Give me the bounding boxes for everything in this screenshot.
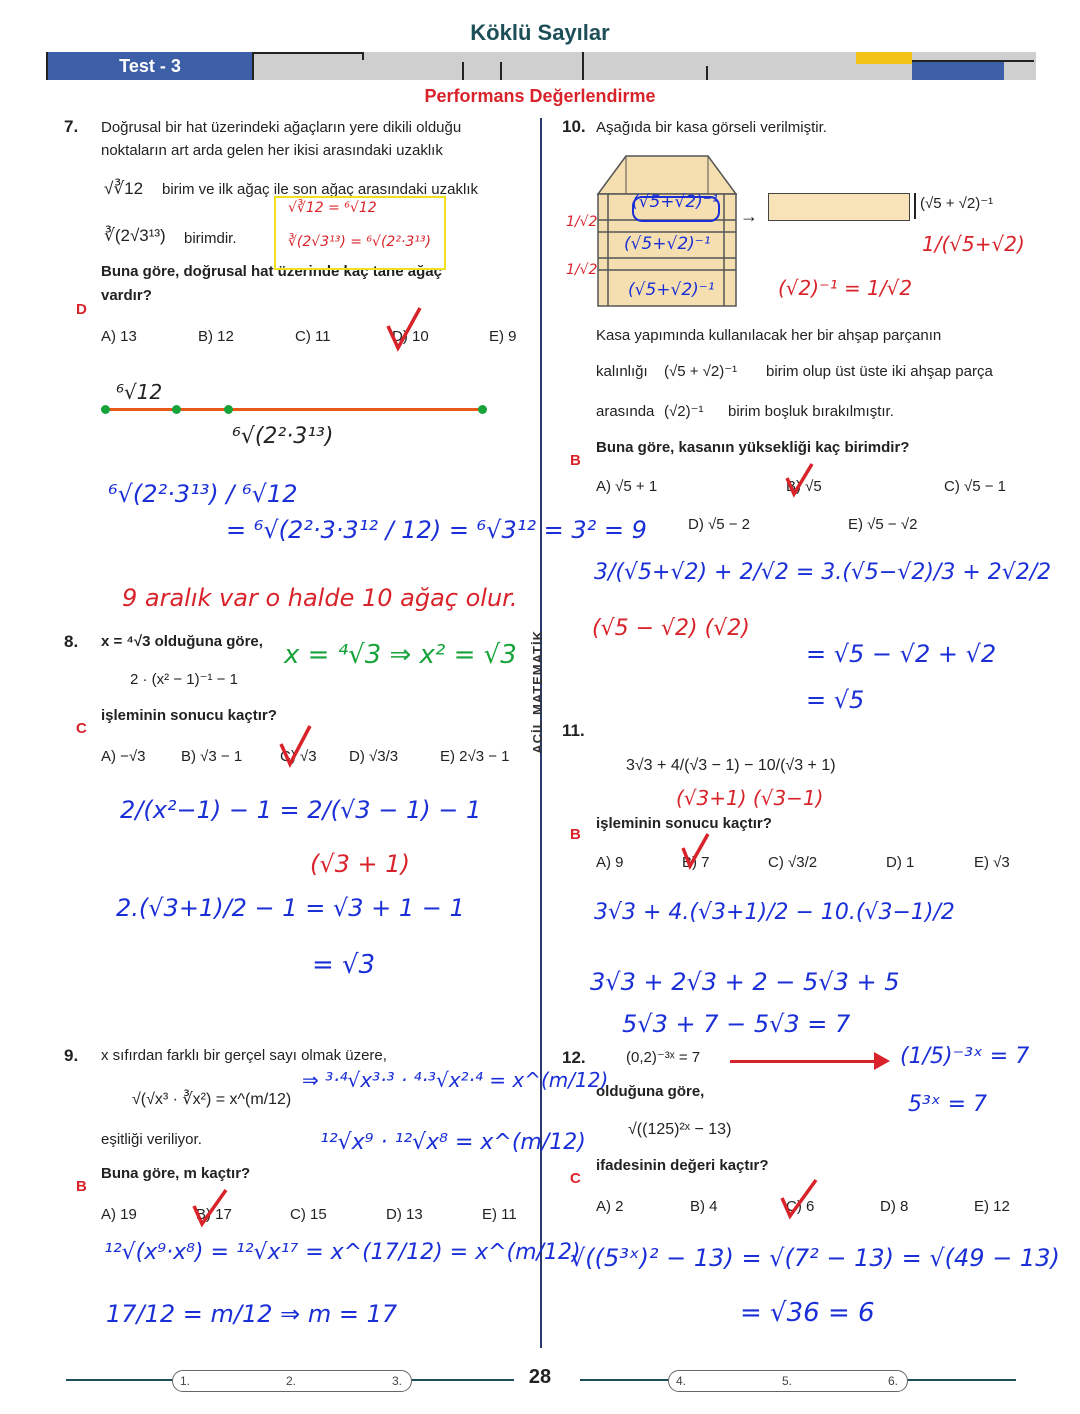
question-number: 9. bbox=[64, 1046, 79, 1065]
q10-text-2c: birim olup üst üste iki ahşap parça bbox=[766, 363, 993, 380]
q12-expression: √((125)²ˣ − 13) bbox=[628, 1121, 732, 1138]
page-number: 28 bbox=[528, 1366, 552, 1388]
q7-text-line1: Doğrusal bir hat üzerindeki ağaçların yere dikili olduğu bbox=[101, 119, 462, 136]
header-accent-yellow bbox=[856, 52, 912, 64]
option-e[interactable]: E) 9 bbox=[489, 328, 517, 345]
option-e[interactable]: E) 11 bbox=[482, 1206, 517, 1223]
note-line-2: ∛(2√3¹³) = ⁶√(2²·3¹³) bbox=[288, 234, 431, 250]
q10-text-3c: birim boşluk bırakılmıştır. bbox=[728, 403, 894, 420]
footer-item: 6. bbox=[888, 1374, 899, 1388]
checkmark-icon bbox=[680, 830, 712, 870]
q8-question: işleminin sonucu kaçtır? bbox=[101, 707, 277, 724]
q12-condition: (0,2)⁻³ˣ = 7 bbox=[626, 1049, 701, 1066]
option-d[interactable]: D) √3/3 bbox=[349, 748, 399, 765]
q10-text-2a: kalınlığı bbox=[596, 363, 648, 380]
tree-dot bbox=[172, 405, 181, 414]
hw-q7-calc-1: ⁶√(2²·3¹³) / ⁶√12 bbox=[108, 480, 298, 508]
tree-dot bbox=[101, 405, 110, 414]
header-divider bbox=[912, 60, 1034, 62]
q9-given: eşitliği veriliyor. bbox=[101, 1131, 202, 1148]
option-b[interactable]: B) 7 bbox=[682, 854, 710, 871]
arrow-line bbox=[730, 1060, 882, 1063]
hw-q7-calc-2: = ⁶√(2²·3·3¹² / 12) = ⁶√3¹² = 3² = 9 bbox=[226, 516, 647, 544]
footer-item: 3. bbox=[392, 1374, 403, 1388]
q7-answer-key: D bbox=[76, 301, 87, 318]
hw-plank-1: (√5+√2)⁻¹ bbox=[632, 192, 719, 212]
tree-line bbox=[104, 408, 484, 411]
option-b[interactable]: B) √3 − 1 bbox=[181, 748, 243, 765]
plank-thickness-label: (√5 + √2)⁻¹ bbox=[920, 195, 994, 212]
option-d[interactable]: D) √5 − 2 bbox=[688, 516, 751, 533]
option-b[interactable]: B) 12 bbox=[198, 328, 234, 345]
hw-q7-result: 9 aralık var o halde 10 ağaç olur. bbox=[122, 584, 518, 612]
question-number: 7. bbox=[64, 117, 79, 136]
option-a[interactable]: A) √5 + 1 bbox=[596, 478, 658, 495]
q10-text-3b: (√2)⁻¹ bbox=[664, 403, 704, 420]
header-divider bbox=[46, 52, 48, 80]
checkmark-icon bbox=[278, 722, 314, 768]
q10-question: Buna göre, kasanın yüksekliği kaç birimdir? bbox=[596, 439, 910, 456]
q10-intro: Aşağıda bir kasa görseli verilmiştir. bbox=[596, 119, 827, 136]
hw-q10-conjugates: (√5 − √2) (√2) bbox=[592, 616, 750, 641]
checkmark-icon bbox=[190, 1186, 230, 1228]
option-c[interactable]: C) 6 bbox=[786, 1198, 815, 1215]
q11-question: işleminin sonucu kaçtır? bbox=[596, 815, 772, 832]
footer-item: 4. bbox=[676, 1374, 687, 1388]
hw-q11-conjugates: (√3+1) (√3−1) bbox=[676, 786, 824, 810]
hw-total-distance: ⁶√(2²·3¹³) bbox=[232, 424, 334, 449]
q9-expression: √(√x³ · ∛x²) = x^(m/12) bbox=[132, 1091, 292, 1108]
option-a[interactable]: A) 13 bbox=[101, 328, 137, 345]
hw-reciprocal-2: (√2)⁻¹ = 1/√2 bbox=[778, 276, 913, 300]
option-c[interactable]: C) 11 bbox=[295, 328, 331, 345]
hw-q8-cond: x = ⁴√3 ⇒ x² = √3 bbox=[284, 640, 517, 670]
q10-text-1: Kasa yapımında kullanılacak her bir ahşap parçanın bbox=[596, 327, 942, 344]
option-c[interactable]: C) √5 − 1 bbox=[944, 478, 1007, 495]
q10-answer-key: B bbox=[570, 452, 581, 469]
option-d[interactable]: D) 13 bbox=[386, 1206, 423, 1223]
option-b[interactable]: B) 4 bbox=[690, 1198, 718, 1215]
q8-answer-key: C bbox=[76, 720, 87, 737]
q11-answer-key: B bbox=[570, 826, 581, 843]
hw-q11-step-3: 5√3 + 7 − 5√3 = 7 bbox=[622, 1010, 851, 1038]
hw-q8-step-2: 2.(√3+1)/2 − 1 = √3 + 1 − 1 bbox=[116, 894, 465, 922]
q11-expression: 3√3 + 4/(√3 − 1) − 10/(√3 + 1) bbox=[626, 757, 836, 774]
footer-item: 1. bbox=[180, 1374, 191, 1388]
option-c[interactable]: C) √3 bbox=[280, 748, 317, 765]
q7-expression-2: ∛(2√3¹³) bbox=[104, 226, 166, 245]
hw-segment-label: ⁶√12 bbox=[116, 380, 163, 404]
checkmark-icon bbox=[384, 304, 424, 352]
option-a[interactable]: A) −√3 bbox=[101, 748, 146, 765]
thickness-marker bbox=[914, 193, 916, 219]
hw-q9-step-3: ¹²√(x⁹·x⁸) = ¹²√x¹⁷ = x^(17/12) = x^(m/12) bbox=[104, 1240, 581, 1265]
hw-q11-step-1: 3√3 + 4.(√3+1)/2 − 10.(√3−1)/2 bbox=[594, 900, 955, 925]
q10-text-3a: arasında bbox=[596, 403, 655, 420]
hw-q10-calc-2: = √5 − √2 + √2 bbox=[806, 640, 997, 668]
arrow-icon: → bbox=[740, 206, 758, 226]
side-brand-text: ACİL MATEMATİK bbox=[530, 630, 545, 754]
q7-expression-1: √∛12 bbox=[104, 179, 144, 198]
option-a[interactable]: A) 19 bbox=[101, 1206, 137, 1223]
q10-text-2b: (√5 + √2)⁻¹ bbox=[664, 363, 738, 380]
option-e[interactable]: E) 12 bbox=[974, 1198, 1010, 1215]
q12-question: ifadesinin değeri kaçtır? bbox=[596, 1157, 769, 1174]
hw-q12-side-2: 5³ˣ = 7 bbox=[908, 1092, 987, 1117]
q8-condition: x = ⁴√3 olduğuna göre, bbox=[101, 633, 263, 650]
option-d[interactable]: D) 1 bbox=[886, 854, 915, 871]
q9-question: Buna göre, m kaçtır? bbox=[101, 1165, 251, 1182]
option-d[interactable]: D) 8 bbox=[880, 1198, 909, 1215]
arrow-head-icon bbox=[874, 1052, 890, 1070]
hw-q12-step-2: = √36 = 6 bbox=[740, 1298, 875, 1328]
hw-q11-step-2: 3√3 + 2√3 + 2 − 5√3 + 5 bbox=[590, 968, 900, 996]
question-number: 10. bbox=[562, 117, 586, 136]
question-number: 8. bbox=[64, 632, 79, 651]
hw-q9-step-1: ⇒ ³·⁴√x³·³ · ⁴·³√x²·⁴ = x^(m/12) bbox=[302, 1068, 609, 1092]
option-d[interactable]: D) 10 bbox=[392, 328, 429, 345]
q9-answer-key: B bbox=[76, 1178, 87, 1195]
checkmark-icon bbox=[784, 460, 816, 498]
hw-q8-step-3: = √3 bbox=[312, 950, 376, 980]
header-divider bbox=[362, 52, 364, 60]
header-accent-blue bbox=[912, 62, 1004, 80]
header-divider bbox=[582, 52, 584, 80]
hw-q12-side-1: (1/5)⁻³ˣ = 7 bbox=[900, 1044, 1030, 1069]
option-e[interactable]: E) 2√3 − 1 bbox=[440, 748, 510, 765]
option-a[interactable]: A) 2 bbox=[596, 1198, 624, 1215]
q7-question-line2: vardır? bbox=[101, 287, 152, 304]
q12-given: olduğuna göre, bbox=[596, 1083, 705, 1100]
hw-q10-calc-1: 3/(√5+√2) + 2/√2 = 3.(√5−√2)/3 + 2√2/2 bbox=[594, 560, 1052, 585]
footer-item: 2. bbox=[286, 1374, 297, 1388]
option-e[interactable]: E) √3 bbox=[974, 854, 1010, 871]
checkmark-icon bbox=[778, 1176, 820, 1220]
option-c[interactable]: C) √3/2 bbox=[768, 854, 818, 871]
header-divider bbox=[500, 62, 502, 80]
hw-reciprocal: 1/(√5+√2) bbox=[922, 232, 1025, 256]
hw-q9-step-2: ¹²√x⁹ · ¹²√x⁸ = x^(m/12) bbox=[320, 1130, 586, 1155]
plank-illustration bbox=[768, 193, 910, 221]
q12-answer-key: C bbox=[570, 1170, 581, 1187]
option-c[interactable]: C) 15 bbox=[290, 1206, 327, 1223]
header-divider bbox=[462, 62, 464, 80]
header-divider bbox=[252, 52, 362, 54]
hw-q9-step-4: 17/12 = m/12 ⇒ m = 17 bbox=[106, 1300, 398, 1328]
question-number: 11. bbox=[562, 721, 585, 740]
tree-dot bbox=[478, 405, 487, 414]
option-a[interactable]: A) 9 bbox=[596, 854, 624, 871]
hw-q12-step-1: √((5³ˣ)² − 13) = √(7² − 13) = √(49 − 13) bbox=[570, 1244, 1060, 1272]
option-b[interactable]: B) √5 bbox=[786, 478, 822, 495]
footer-item: 5. bbox=[782, 1374, 793, 1388]
header-divider bbox=[706, 66, 708, 80]
hw-q8-conjugate: (√3 + 1) bbox=[310, 850, 410, 878]
hw-plank-3: (√5+√2)⁻¹ bbox=[628, 280, 715, 300]
option-e[interactable]: E) √5 − √2 bbox=[848, 516, 918, 533]
test-label: Test - 3 bbox=[48, 52, 252, 80]
section-subtitle: Performans Değerlendirme bbox=[424, 86, 656, 106]
q9-intro: x sıfırdan farklı bir gerçel sayı olmak üzere, bbox=[101, 1047, 387, 1064]
page-title: Köklü Sayılar bbox=[470, 20, 610, 45]
q7-text-line4: birimdir. bbox=[184, 230, 237, 247]
q7-text-line2: noktaların art arda gelen her ikisi arasındaki uzaklık bbox=[101, 142, 443, 159]
hw-q8-step-1: 2/(x²−1) − 1 = 2/(√3 − 1) − 1 bbox=[120, 796, 482, 824]
hw-gap-2: 1/√2 bbox=[566, 262, 598, 278]
note-line-1: √∛12 = ⁶√12 bbox=[288, 200, 377, 216]
q8-expression: 2 · (x² − 1)⁻¹ − 1 bbox=[130, 671, 238, 688]
tree-dot bbox=[224, 405, 233, 414]
question-number: 12. bbox=[562, 1048, 586, 1067]
option-b[interactable]: B) 17 bbox=[196, 1206, 232, 1223]
hw-plank-2: (√5+√2)⁻¹ bbox=[624, 234, 711, 254]
q7-text-line3: birim ve ilk ağaç ile son ağaç arasındaki uzaklık bbox=[162, 181, 478, 198]
hw-q10-calc-3: = √5 bbox=[806, 686, 865, 714]
hw-gap-1: 1/√2 bbox=[566, 214, 598, 230]
header-divider bbox=[252, 52, 254, 80]
q7-question-line1: Buna göre, doğrusal hat üzerinde kaç tane ağaç bbox=[101, 263, 442, 280]
